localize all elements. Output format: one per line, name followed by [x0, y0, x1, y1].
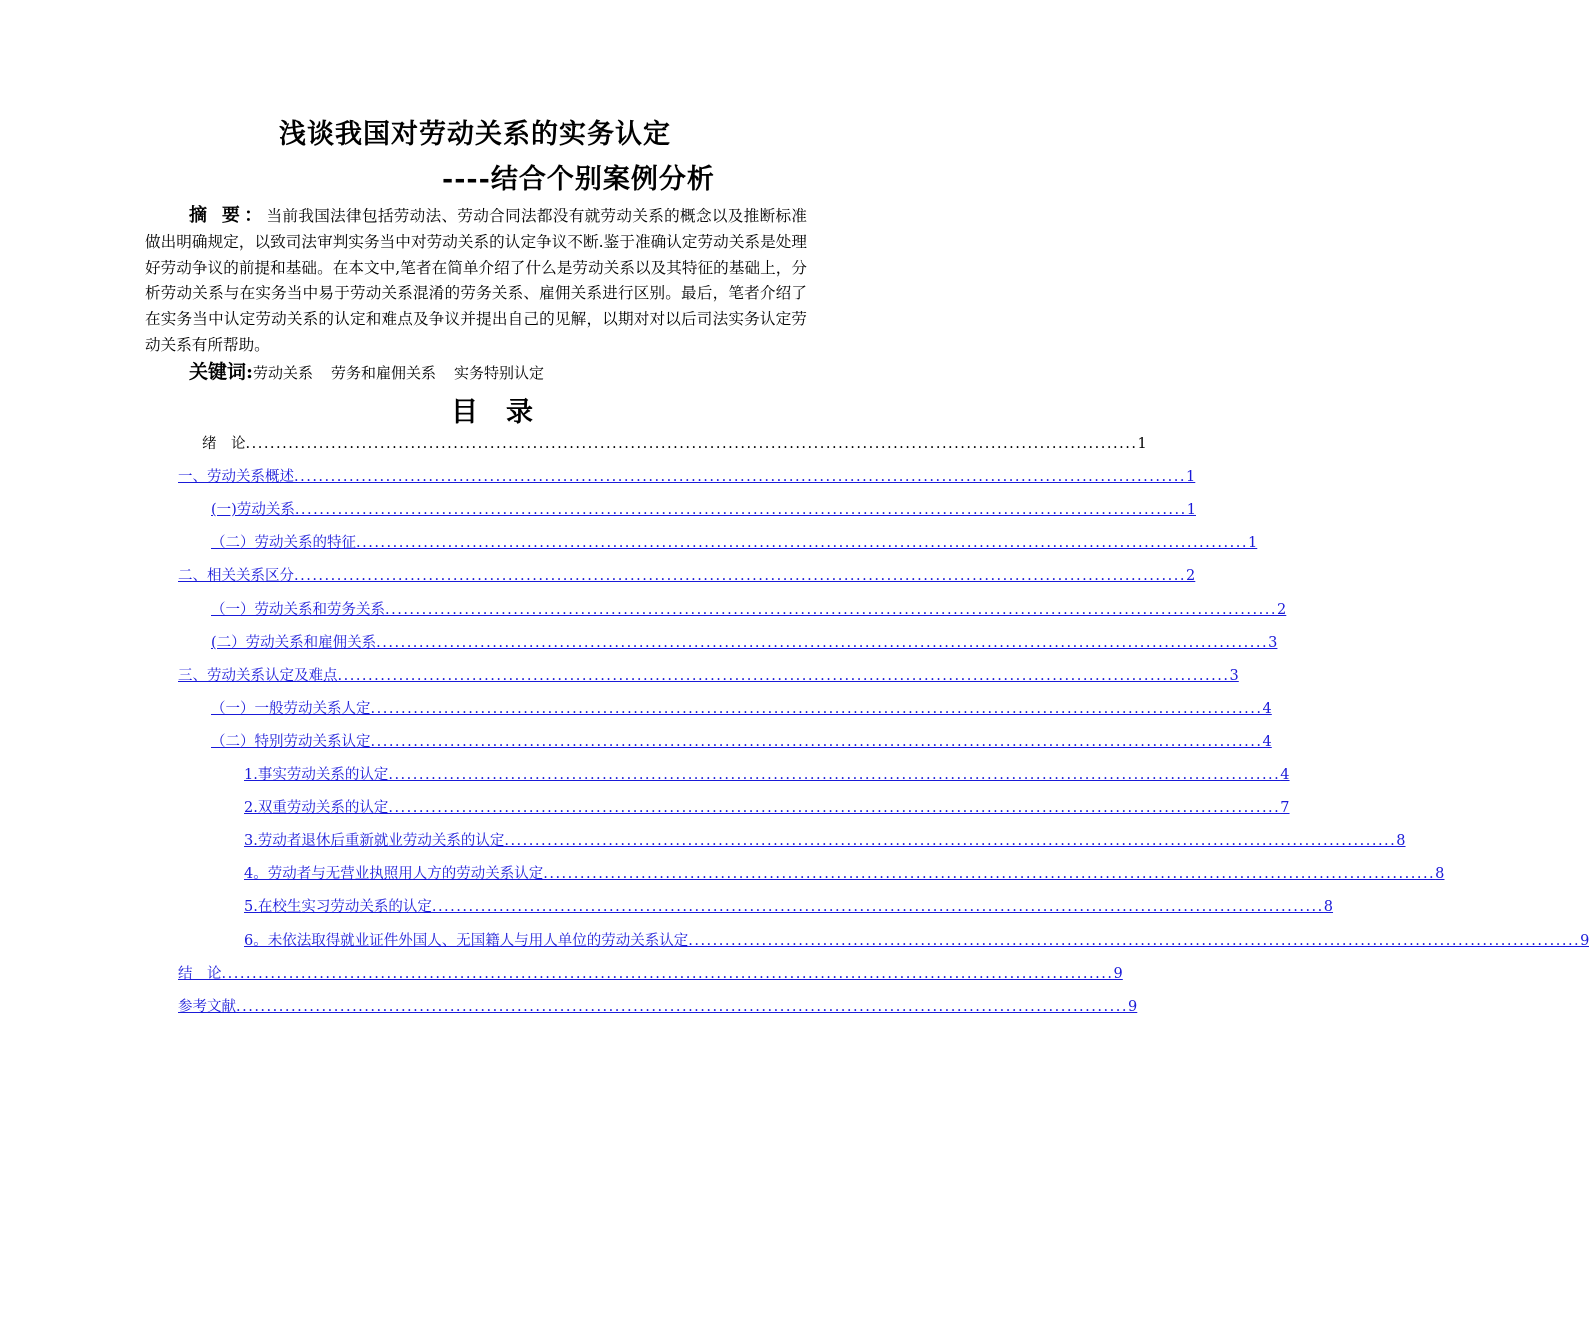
toc-dot-leader: .................................................................................................................................................. [385, 602, 1277, 618]
toc-entry [202, 432, 1147, 452]
toc-entry[interactable] [178, 962, 1123, 982]
toc-dot-leader: .................................................................................................................................................. [294, 469, 1186, 485]
toc-entry[interactable] [178, 664, 1239, 684]
toc-dot-leader: .................................................................................................................................................. [370, 734, 1263, 750]
toc-entry-title: 4。劳动者与无营业执照用人方的劳动关系认定 [244, 866, 544, 882]
toc-entry-title: （二）特别劳动关系认定 [211, 734, 371, 750]
abstract-text: 当前我国法律包括劳动法、劳动合同法都没有就劳动关系的概念以及推断标准做出明确规定，以致司法审判实务当中对劳动关系的认定争议不断.鉴于准确认定劳动关系是处理好劳动争议的前提和基础。在本文中,笔者在简单介绍了什么是劳动关系以及其特征的基础上，分析劳动关系与在实务当中易于劳动关系混淆的劳务关系、雇佣关系进行区别。最后，笔者介绍了在实务当中认定劳动关系的认定和难点及争议并提出自己的见解，以期对对以后司法实务认定劳动关系有所帮助。 [145, 207, 807, 354]
toc-page-number: 9 [1127, 999, 1138, 1015]
toc-page-number: 9 [1113, 966, 1123, 982]
keyword: 劳务和雇佣关系 [331, 364, 437, 382]
toc-entry[interactable] [211, 498, 1196, 518]
toc-entry-title: 参考文献 [178, 999, 236, 1015]
toc-dot-leader: .................................................................................................................................................. [221, 966, 1114, 982]
toc-dot-leader: .................................................................................................................................................. [504, 833, 1397, 849]
toc-entry[interactable] [211, 631, 1278, 651]
toc-entry[interactable] [244, 895, 1334, 915]
toc-page-number: 1 [1186, 502, 1196, 518]
toc-entry-title: 三、劳动关系认定及难点 [178, 668, 338, 684]
toc-page-number: 2 [1185, 568, 1196, 584]
toc-page-number: 4 [1262, 734, 1272, 750]
toc-entry-title: （一）一般劳动关系人定 [211, 701, 371, 717]
toc-entry[interactable] [211, 598, 1287, 618]
toc-page-number: 3 [1268, 635, 1278, 651]
toc-dot-leader: .................................................................................................................................................. [245, 436, 1138, 452]
toc-page-number: 1 [1185, 469, 1196, 485]
toc-entry-title: 5.在校生实习劳动关系的认定 [244, 899, 432, 915]
toc-dot-leader: .................................................................................................................................................. [294, 568, 1186, 584]
keywords-label: 关键词: [189, 361, 254, 383]
toc-dot-leader: .................................................................................................................................................. [376, 635, 1269, 651]
toc-entry[interactable] [244, 862, 1445, 882]
toc-dot-leader: .................................................................................................................................................. [543, 866, 1436, 882]
toc-page-number: 3 [1229, 668, 1239, 684]
toc-page-number: 8 [1323, 899, 1334, 915]
toc-dot-leader: .................................................................................................................................................. [356, 535, 1248, 551]
toc-entry[interactable] [178, 564, 1196, 584]
toc-entry-title: 2.双重劳动关系的认定 [244, 800, 389, 816]
toc-entry[interactable] [178, 995, 1138, 1015]
toc-entry[interactable] [244, 763, 1290, 783]
toc-page-number: 8 [1435, 866, 1445, 882]
toc-page-number: 9 [1580, 933, 1589, 949]
toc-entry-title: (一)劳动关系 [211, 502, 295, 518]
toc-entry[interactable] [211, 531, 1258, 551]
abstract-label: 摘 要： [189, 205, 267, 226]
toc-title: 目录 [451, 397, 561, 428]
document-subtitle: ----结合个别案例分析 [442, 164, 715, 195]
toc-entry-title: 6。未依法取得就业证件外国人、无国籍人与用人单位的劳动关系认定 [244, 933, 689, 949]
keyword: 实务特别认定 [454, 364, 545, 382]
toc-page-number: 1 [1247, 535, 1258, 551]
toc-entry[interactable] [211, 697, 1272, 717]
toc-page-number: 4 [1280, 767, 1290, 783]
toc-entry-title: 二、相关关系区分 [178, 568, 294, 584]
toc-page-number: 1 [1137, 436, 1147, 452]
toc-entry-title: （二）劳动关系的特征 [211, 535, 356, 551]
toc-dot-leader: .................................................................................................................................................. [236, 999, 1128, 1015]
toc-entry-title: 一、劳动关系概述 [178, 469, 294, 485]
toc-dot-leader: .................................................................................................................................................. [337, 668, 1230, 684]
abstract-paragraph [145, 203, 807, 359]
keyword: 劳动关系 [253, 364, 314, 382]
toc-entry-title: 结 论 [178, 966, 222, 982]
toc-entry-title: 1.事实劳动关系的认定 [244, 767, 389, 783]
toc-page-number: 8 [1396, 833, 1406, 849]
toc-entry[interactable] [244, 796, 1290, 816]
toc-entry[interactable] [178, 465, 1196, 485]
toc-entry-title: 绪 论 [202, 436, 246, 452]
toc-page-number: 4 [1262, 701, 1272, 717]
document-title: 浅谈我国对劳动关系的实务认定 [279, 119, 671, 150]
toc-dot-leader: .................................................................................................................................................. [388, 800, 1281, 816]
toc-entry[interactable] [244, 829, 1406, 849]
toc-dot-leader: .................................................................................................................................................. [294, 502, 1187, 518]
toc-entry-title: （一）劳动关系和劳务关系 [211, 602, 385, 618]
toc-dot-leader: .................................................................................................................................................. [388, 767, 1281, 783]
toc-dot-leader: .................................................................................................................................................. [431, 899, 1324, 915]
toc-page-number: 7 [1280, 800, 1290, 816]
toc-dot-leader: .................................................................................................................................................. [688, 933, 1581, 949]
toc-entry[interactable] [211, 730, 1272, 750]
toc-entry[interactable] [244, 929, 1589, 949]
toc-page-number: 2 [1276, 602, 1287, 618]
keywords-line [189, 357, 562, 384]
toc-dot-leader: .................................................................................................................................................. [370, 701, 1263, 717]
toc-entry-title: (二）劳动关系和雇佣关系 [211, 635, 377, 651]
toc-entry-title: 3.劳动者退休后重新就业劳动关系的认定 [244, 833, 505, 849]
